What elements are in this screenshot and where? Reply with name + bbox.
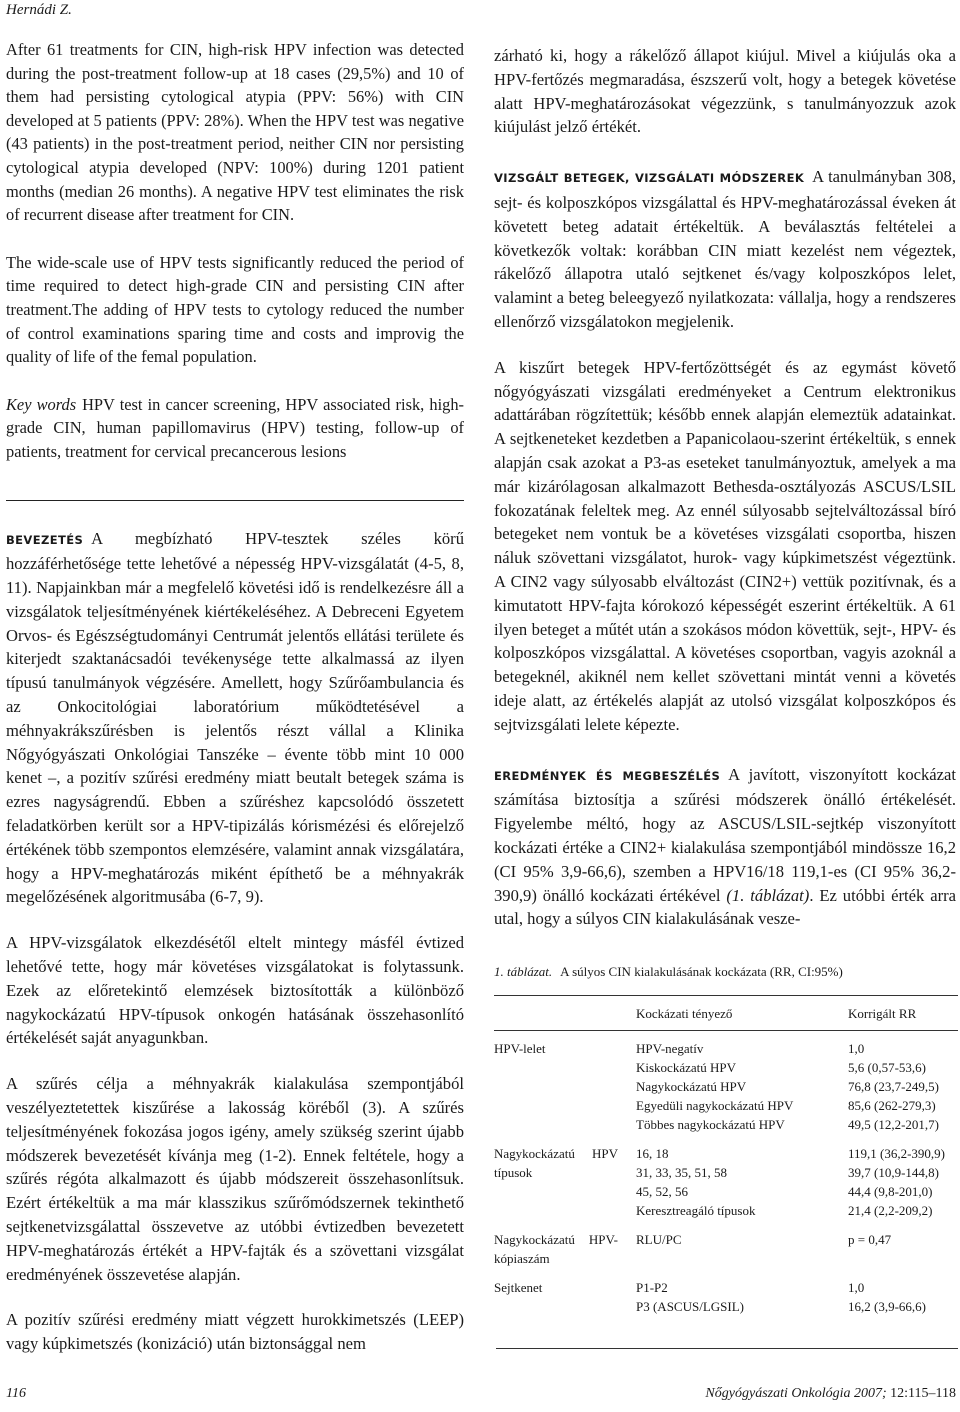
risk-factor: HPV-negatív [636,1041,704,1057]
adjusted-rr: 5,6 (0,57-53,6) [848,1060,926,1076]
paragraph-text: A javított, viszonyított kockázat számítása biztosítja a szűrési módszerek önálló értékelését. Figyelembe méltó, hogy az ASCUS/LSIL-sejtkép viszonyított kockázati értéke a CIN2+ kialakulása szempontjából mindössze 16,2 (CI 95% 3,9-66,6), szemben a HPV16/18 119,1-es (CI 95% 36,2-390,9) önálló kockázati értékével [494,764,956,905]
adjusted-rr: 21,4 (2,2-209,2) [848,1203,933,1219]
adjusted-rr: 49,5 (12,2-201,7) [848,1117,939,1133]
body-paragraph: A szűrés célja a méhnyakrák kialakulása szempontjából veszélyeztetettek kiszűrése a lakosság köréből (3). A szűrés teljesítményének fokozása jogos igény, amely szükség szerint újabb módszerek bevezetését kívánja meg (1-2). Ennek feltétele, hogy a szűrés régóta alkalmazott és újabb módszereit összehasonlítsuk. Ezért értékeltük a ma már klasszikus szűrőmódszernek tekinthető sejtkenetvizsgálattal összevetve az utóbbi évtizedben bevezetett HPV-meghatározás értékét a HPV-fajták és a szövettani vizsgálat eredményének összevetése alapján. [6,1074,464,1284]
journal-citation [705,1386,956,1402]
adjusted-rr: 119,1 (36,2-390,9) [848,1146,946,1162]
spacer-cell [494,1220,958,1230]
table-row [494,1039,958,1058]
adjusted-rr: 1,0 [848,1041,865,1057]
right-column [494,44,956,1316]
body-paragraph [494,763,956,932]
keywords [6,393,464,464]
risk-factor: Nagykockázatú HPV [636,1079,747,1095]
table-bottom-rule [496,1348,958,1349]
adjusted-rr: 76,8 (23,7-249,5) [848,1079,939,1095]
header-blank [494,996,636,1031]
body-paragraph [494,165,956,334]
risk-table [494,995,958,1316]
header-rr: Korrigált RR [848,1005,917,1021]
group-label: Sejtkenet [494,1280,543,1296]
english-abstract [6,38,464,464]
group-label: Nagykockázatú HPV-kópiaszám [494,1232,618,1267]
table-row [494,1144,958,1163]
group-label: HPV-lelet [494,1041,546,1057]
section-heading: BEVEZETÉS [6,532,84,547]
journal-name: Nőgyógyászati Onkológia 2007; [705,1386,887,1401]
risk-factor: P3 (ASCUS/LGSIL) [636,1299,744,1315]
table-header-row [494,996,958,1031]
keywords-text: HPV test in cancer screening, HPV associated risk, high-grade CIN, human papillomavirus (HPV) testing, follow-up of patients, treatment for cervical precancerous lesions [6,394,464,461]
left-body [6,527,464,1357]
adjusted-rr: p = 0,47 [848,1232,892,1248]
risk-factor: Keresztreagáló típusok [636,1203,756,1219]
spacer-cell [494,1268,958,1278]
risk-factor: RLU/PC [636,1232,682,1248]
table-spacer [494,1220,958,1230]
table-spacer [494,1031,958,1040]
journal-volume: 12:115–118 [890,1386,956,1401]
running-head: Hernádi Z. [6,2,72,18]
section-heading: EREDMÉNYEK ÉS MEGBESZÉLÉS [494,768,721,783]
table-row [494,1278,958,1297]
adjusted-rr: 85,6 (262-279,3) [848,1098,936,1114]
table-row [494,1230,958,1268]
adjusted-rr: 1,0 [848,1280,865,1296]
left-column [6,38,464,1378]
table-body [494,1031,958,1317]
page-number: 116 [6,1386,26,1401]
risk-factor: 31, 33, 35, 51, 58 [636,1165,727,1181]
body-paragraph [6,527,464,910]
risk-factor: 16, 18 [636,1146,669,1162]
body-paragraph: A HPV-vizsgálatok elkezdésétől eltelt mintegy másfél évtized lehetővé tette, hogy már követéses vizsgálatokat is folytassunk. Ezek az előretekintő elemzések biztosították a különböző nagykockázatú HPV-típusok onkogén hatásának összehasonlító értékelését saját anyagunkban. [6,933,464,1048]
adjusted-rr: 16,2 (3,9-66,6) [848,1299,926,1315]
group-label: Nagykockázatú HPV típusok [494,1146,618,1181]
table-number: 1. táblázat. [494,964,553,980]
risk-factor: P1-P2 [636,1280,668,1296]
table-title: A súlyos CIN kialakulásának kockázata (RR, CI:95%) [560,964,843,980]
table-reference: (1. táblázat) [726,885,810,905]
spacer-cell [494,1031,958,1040]
section-heading: VIZSGÁLT BETEGEK, VIZSGÁLATI MÓDSZEREK [494,171,805,186]
risk-factor: Kiskockázatú HPV [636,1060,737,1076]
adjusted-rr: 44,4 (9,8-201,0) [848,1184,933,1200]
keywords-label: Key words [6,394,77,414]
abstract-paragraph: The wide-scale use of HPV tests significantly reduced the period of time required to detect high-grade CIN and persisting CIN after treatment.The adding of HPV tests to cytology reduced the number of control examinations sparing time and costs and improvig the quality of life of the femal population. [6,252,464,367]
body-paragraph: A pozitív szűrési eredmény miatt végzett hurokkimetszés (LEEP) vagy kúpkimetszés (konizáció) után biztonsággal nem [6,1310,464,1354]
table-caption [494,963,956,981]
paragraph-text: A tanulmányban 308, sejt- és kolposzkópos vizsgálattal és HPV-meghatározással éveken át követett beteg adatait értékeltük. A beválasztás feltételei a következők voltak: korábban CIN miatt kezelést nem végeztek, rákelőző állapotra utaló sejtkenet és/vagy kolposzkópos lelet, valamint a beteg beleegyező nyilatkozata: vállalja, hogy a rendszeres ellenőrző vizsgálatokon megjelenik. [494,167,956,331]
body-paragraph: A kiszűrt betegek HPV-fertőzöttségét és az egymást követő nőgyógyászati vizsgálati eredményeket a Centrum elektronikus adattárában rögzítettük; később ennek alapján elemeztük adatainkat. A sejtkeneteket kezdetben a Papanicolaou-szerint értékeltük, s ennek alapján csak azokat a P3-as eseteket tanulmányoztuk, amelyek a ma már kizárólagosan alkalmazott Bethesda-osztályozás ASCUS/LSIL fokozatának feleltek meg. Az ennél súlyosabb sejtelváltozással bíró betegeket nem vontuk be a követéses vizsgálati csoportba, hiszen náluk szövettani vizsgálatot, hurok- vagy kúpkimetszést végeztünk. A CIN2 vagy súlyosabb elváltozást (CIN2+) vettük pozitívnak, és a kimutatott HPV-fajta kórokozó képességét eszerint értékeltük. A 61 ilyen beteget a műtét után a szokásos módon követtük, sejt-, HPV- és kolposzkópos vizsgálattal. A követéses csoportban, vagyis azoknál a betegeknél, akiknél nem kellet szövettani mintát venni a követés ideje alatt, az értékelés alapját az utolsó vizsgálat kolposzkópos és sejtvizsgálati lelete képezte. [494,357,956,734]
table-spacer [494,1268,958,1278]
risk-factor: Egyedüli nagykockázatú HPV [636,1098,794,1114]
table-spacer [494,1134,958,1144]
risk-factor: Többes nagykockázatú HPV [636,1117,785,1133]
abstract-paragraph: After 61 treatments for CIN, high-risk HPV infection was detected during the post-treatment follow-up at 18 cases (29,5%) and 10 of them had persisting cytological atypia (PPV: 56%) with CIN developed at 5 patients (PPV: 28%). When the HPV test was negative (43 patients) in the post-treatment period, neither CIN nor persisting cytological atypia developed (NPV: 100%) during 1201 patient months (median 26 months). A negative HPV test eliminates the risk of recurrent disease after treatment for CIN. [6,40,464,225]
paragraph-text: A megbízható HPV-tesztek széles körű hozzáférhetősége tette lehetővé a népesség HPV-vizsgálatát (4-5, 8, 11). Napjainkban már a megfelelő követési idő is rendelkezésre áll a vizsgálatok teljesítményének kiértékeléséhez. A Debreceni Egyetem Orvos- és Egészségtudományi Centrumát jelentős ellátási területe és kiterjedt szaktanácsadói tevékenysége tette alkalmassá az ilyen típusú tanulmányok végzésére. Amellett, hogy Szűrőambulancia és az Onkocitológiai laboratórium működtetésével a méhnyakrákszűrésben is jelentős részt vállal a Klinika Nőgyógyászati Onkológiai Tanszéke – évente több mint 10 000 kenet –, a pozitív szűrési eredmény miatt beutalt betegek száma is ezres nagyságrendű. Ebben a szűréshez kapcsolódó összetett feladatkörben került sor a HPV-tipizálás kórismézési és előrejelző értékének több szempontos elemzésére, valamint annak vizsgálatára, hogy a HPV-meghatározás miként építhető be a méhnyakrák megelőzésének algoritmusába (6-7, 9). [6,528,464,907]
body-paragraph: zárható ki, hogy a rákelőző állapot kiújul. Mivel a kiújulás oka a HPV-fertőzés megmaradása, észszerű volt, hogy a betegek követése alatt HPV-meghatározásokat végezzünk, s tanulmányozzuk azok kiújulást jelző értékét. [494,46,956,137]
risk-factor: 45, 52, 56 [636,1184,688,1200]
header-factor: Kockázati tényező [636,1005,733,1021]
paragraph-text: . Ez utóbbi érték arra utal, hogy a súlyos CIN kialakulásának vesze- [494,885,956,929]
adjusted-rr: 39,7 (10,9-144,8) [848,1165,939,1181]
spacer-cell [494,1134,958,1144]
section-divider [6,500,464,501]
